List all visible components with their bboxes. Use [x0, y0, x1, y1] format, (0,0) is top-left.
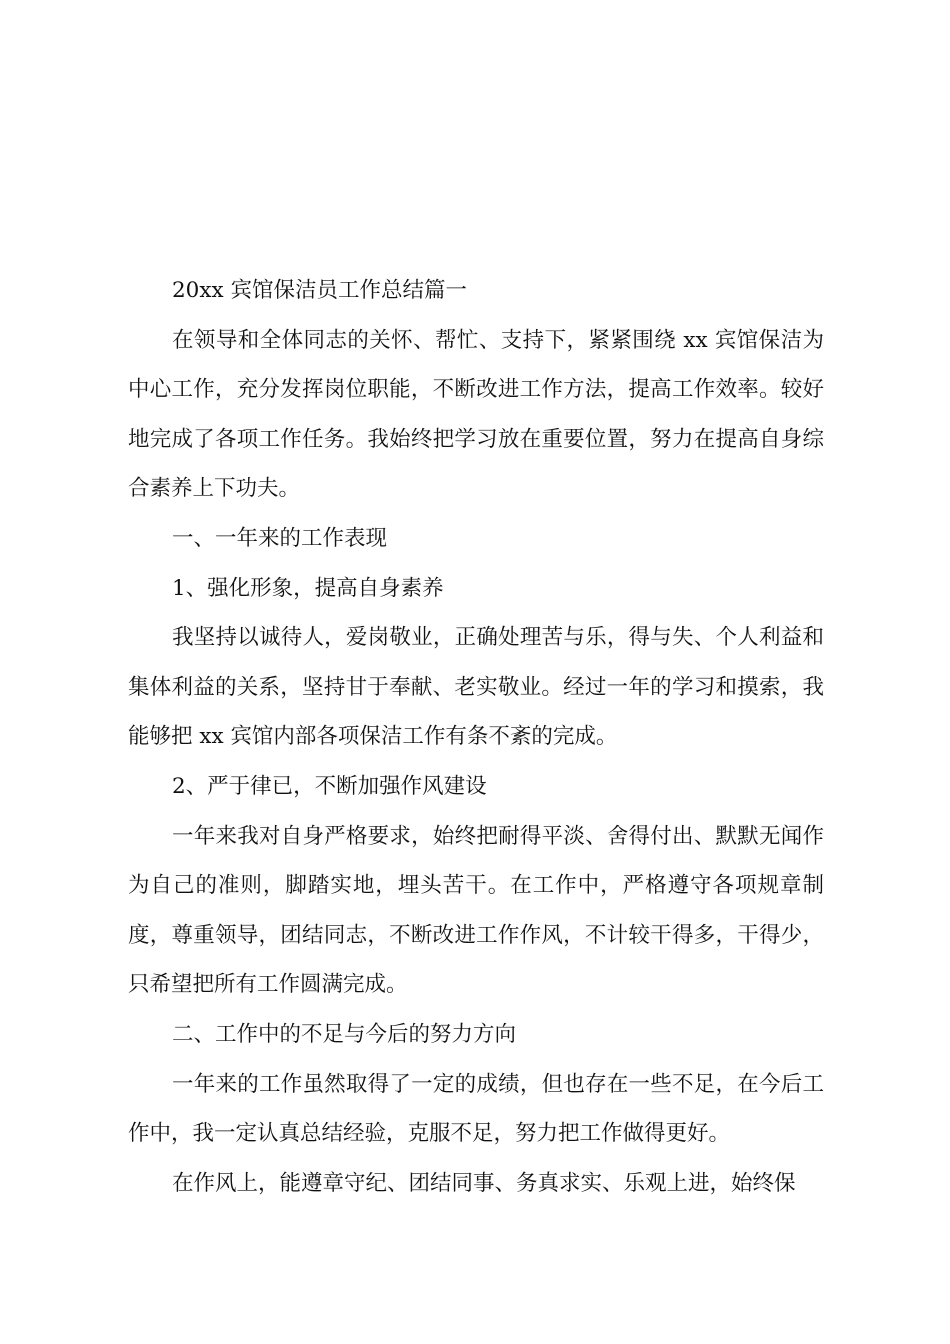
- paragraph-1: 我坚持以诚待人，爱岗敬业，正确处理苦与乐，得与失、个人利益和集体利益的关系，坚持甘于奉献、老实敬业。经过一年的学习和摸索，我能够把 xx 宾馆内部各项保洁工作有条不紊的完成。: [128, 625, 824, 750]
- paragraph-2: 一年来我对自身严格要求，始终把耐得平淡、舍得付出、默默无闻作为自己的准则，脚踏实地，埋头苦干。在工作中，严格遵守各项规章制度，尊重领导，团结同志，不断改进工作作风，不计较干得多，干得少，只希望把所有工作圆满完成。: [128, 823, 824, 998]
- subsection-heading-2: 2、严于律已，不断加强作风建设: [172, 773, 487, 799]
- document-body: [128, 266, 824, 1208]
- paragraph-3: 一年来的工作虽然取得了一定的成绩，但也存在一些不足，在今后工作中，我一定认真总结经验，克服不足，努力把工作做得更好。: [128, 1071, 824, 1147]
- subsection-heading-1: 1、强化形象，提高自身素养: [172, 575, 444, 601]
- paragraph-intro: 在领导和全体同志的关怀、帮忙、支持下，紧紧围绕 xx 宾馆保洁为中心工作，充分发挥岗位职能，不断改进工作方法，提高工作效率。较好地完成了各项工作任务。我始终把学习放在重要位置，努力在提高自身综合素养上下功夫。: [128, 327, 824, 502]
- paragraph-4: 在作风上，能遵章守纪、团结同事、务真求实、乐观上进，始终保: [172, 1170, 796, 1196]
- document-title: 20xx 宾馆保洁员工作总结篇一: [172, 278, 467, 303]
- section-heading-2: 二、工作中的不足与今后的努力方向: [172, 1021, 517, 1047]
- section-heading-1: 一、一年来的工作表现: [172, 525, 388, 551]
